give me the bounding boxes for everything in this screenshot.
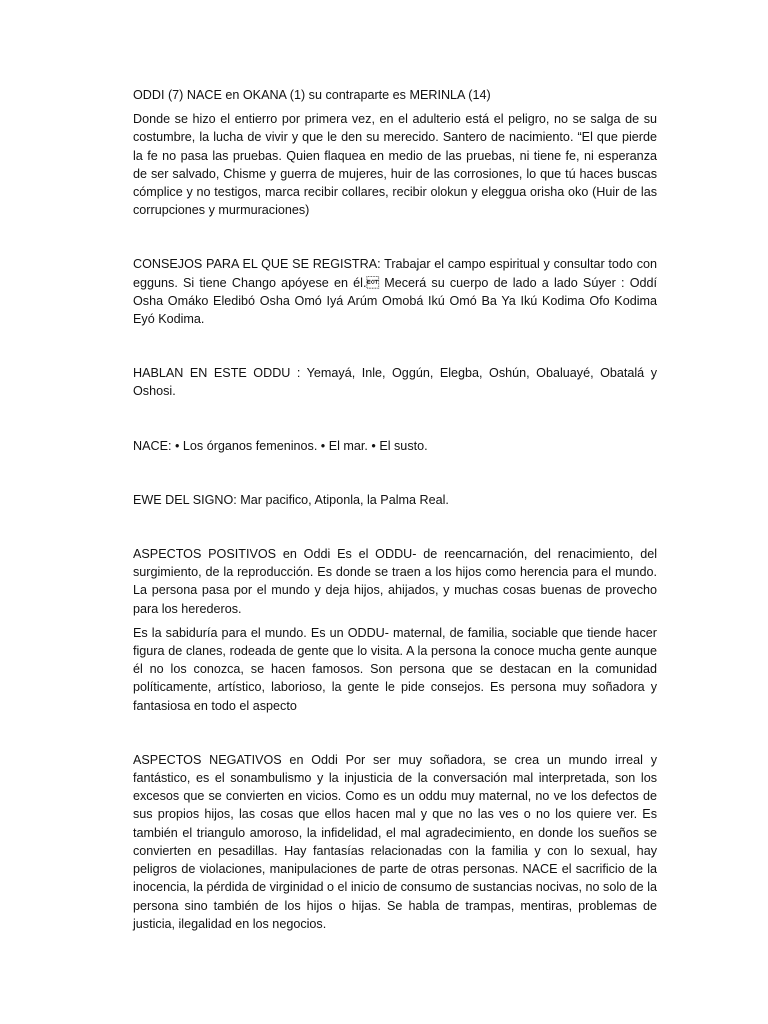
spacer [133, 328, 657, 364]
document-heading: ODDI (7) NACE en OKANA (1) su contraparte es MERINLA (14) [133, 88, 491, 102]
spacer [133, 509, 657, 545]
paragraph-nace: NACE: • Los órganos femeninos. • El mar. • El susto. [133, 438, 428, 453]
spacer [133, 715, 657, 751]
spacer [133, 455, 657, 491]
spacer [133, 401, 657, 437]
paragraph-aspectos-positivos: ASPECTOS POSITIVOS en Oddi Es el ODDU- de reencarnación, del renacimiento, del surgimiento, de la reproducción. Es donde se traen a los hijos como herencia para el mundo. La persona pasa por el mundo y deja hijos, ahijados, y muchas cosas buenas de provecho para los herederos. [133, 547, 657, 616]
paragraph-hablan: HABLAN EN ESTE ODDU : Yemayá, Inle, Oggún, Elegba, Oshún, Obaluayé, Obatalá y Oshosi. [133, 366, 657, 399]
paragraph-ewe: EWE DEL SIGNO: Mar pacifico, Atiponla, la Palma Real. [133, 492, 449, 507]
spacer [133, 219, 657, 255]
paragraph-consejos: CONSEJOS PARA EL QUE SE REGISTRA: Trabajar el campo espiritual y consultar todo con egguns. Si tiene Chango apóyese en él. Mecerá su cuerpo de lado a lado Súyer : Oddí Osha Omáko Eledibó Osha Omó Iyá Arúm Omobá Ikú Omó Ba Ya Ikú Kodima Ofo Kodima Eyó Kodima. [133, 257, 657, 327]
paragraph-aspectos-negativos: ASPECTOS NEGATIVOS en Oddi Por ser muy soñadora, se crea un mundo irreal y fantástico, es el sonambulismo y la injusticia de la conversación mal interpretada, son los excesos que se convierten en vicios. Como es un oddu muy maternal, no ve los defectos de sus propios hijos, las cosas que ellos hacen mal y que no las ves o no los quiere ver. Es también el triangulo amoroso, la infidelidad, el mal agradecimiento, en donde los sueños se convierten en pesadillas. Hay fantasías relacionadas con la familia y con lo sexual, hay peligros de violaciones, manipulaciones de parte de otras personas. NACE el sacrificio de la inocencia, la pérdida de virginidad o el inicio de consumo de sustancias nocivas, no solo de la persona sino también de los hijos o hijas. Se habla de trampas, mentiras, problemas de justicia, ilegalidad en los negocios. [133, 752, 657, 931]
paragraph-intro: Donde se hizo el entierro por primera vez, en el adulterio está el peligro, no se salga de su costumbre, la lucha de vivir y que le den su merecido. Santero de nacimiento. “El que pierde la fe no pasa las pruebas. Quien flaquea en medio de las pruebas, ni tiene fe, ni esperanza de ser salvado, Chisme y guerra de mujeres, huir de las corrosiones, lo que tú haces buscas cómplice y no testigos, marca recibir collares, recibir olokun y eleggua orisha oko (Huir de las corrupciones y murmuraciones) [133, 112, 657, 218]
document-page [133, 86, 657, 933]
paragraph-sabiduria: Es la sabiduría para el mundo. Es un ODDU- maternal, de familia, sociable que tiende hacer figura de clanes, rodeada de gente que lo visita. A la persona la conoce mucha gente aunque él no los conozca, se hacen famosos. Son persona que se destacan en la comunidad políticamente, artístico, laborioso, la gente le pide consejos. Es persona muy soñadora y fantasiosa en todo el aspecto [133, 625, 657, 713]
